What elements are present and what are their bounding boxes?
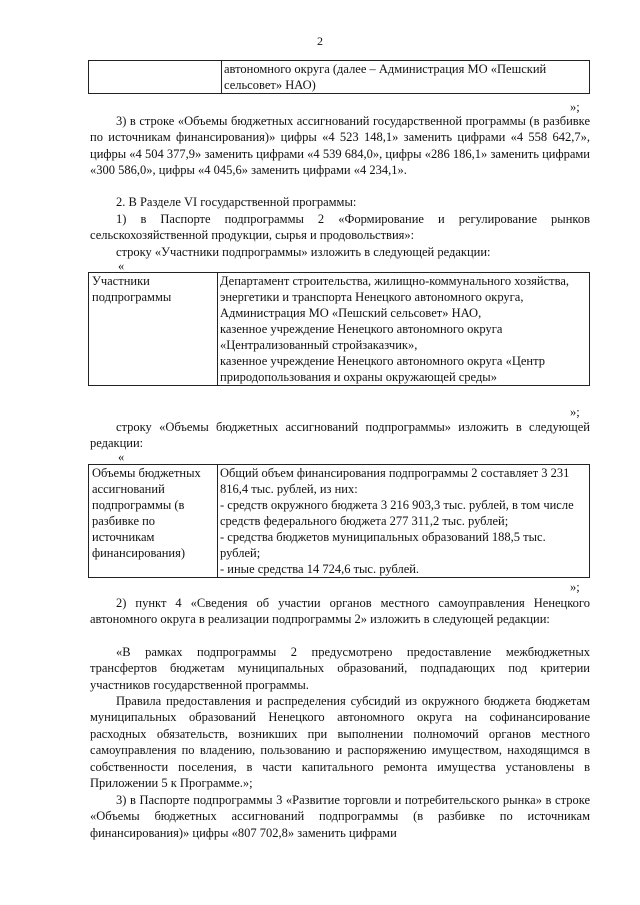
quoted-paragraph-1: «В рамках подпрограммы 2 предусмотрено предоставление межбюджетных трансфертов бюджетам муниципальных образований, подпадающих под критерии участников государственной программы.: [90, 645, 590, 692]
continued-table: [88, 60, 590, 94]
budget-line: Общий объем финансирования подпрограммы 2 составляет 3 231 816,4 тыс. рублей, из них:: [220, 466, 570, 496]
budget-line: - иные средства 14 724,6 тыс. рублей.: [220, 562, 420, 576]
closing-quote: »;: [570, 100, 580, 114]
continued-table-text: автономного округа (далее – Администрация МО «Пешский сельсовет» НАО): [222, 61, 590, 94]
paragraph-item-3: 3) в Паспорте подпрограммы 3 «Развитие торговли и потребительского рынка» в строке «Объемы бюджетных ассигнований подпрограммы (в разбивке по источникам финансирования)» цифры «807 702,8» заменить цифрами: [90, 793, 590, 840]
budget-intro: строку «Объемы бюджетных ассигнований подпрограммы» изложить в следующей редакции:: [90, 420, 590, 451]
budget-content: [218, 465, 590, 578]
participant-line: Администрация МО «Пешский сельсовет» НАО,: [220, 306, 482, 320]
opening-quote: «: [118, 450, 125, 464]
participants-table: [88, 272, 590, 386]
continued-table-empty-cell: [89, 61, 222, 94]
paragraph-item-1: 1) в Паспорте подпрограммы 2 «Формирование и регулирование рынков сельскохозяйственной продукции, сырья и продовольствия»:: [90, 212, 590, 243]
budget-label: Объемы бюджетных ассигнований подпрограммы (в разбивке по источникам финансирования): [89, 465, 218, 578]
budget-table: [88, 464, 590, 578]
section-2-heading: 2. В Разделе VI государственной программы:: [116, 195, 357, 209]
participant-line: казенное учреждение Ненецкого автономного округа «Централизованный стройзаказчик»,: [220, 322, 503, 352]
participants-label: Участники подпрограммы: [89, 273, 218, 386]
page-number: 2: [317, 34, 323, 48]
budget-line: - средств окружного бюджета 3 216 903,3 тыс. рублей, в том числе средств федерального бюджета 277 311,2 тыс. рублей;: [220, 498, 574, 528]
quoted-paragraph-2: Правила предоставления и распределения субсидий из окружного бюджета бюджетам муниципальных образований Ненецкого автономного округа на софинансирование расходных обязательств, возникших при выполнении полномочий органов местного самоуправления по владению, пользованию и распоряжению имуществом, находящимся в собственности поселения, в части капитального ремонта имущества установлены в Приложении 5 к Программе.»;: [90, 694, 590, 791]
closing-quote: »;: [570, 580, 580, 594]
opening-quote: «: [118, 259, 125, 273]
participants-content: [218, 273, 590, 386]
paragraph-item-3-amendment: 3) в строке «Объемы бюджетных ассигнований государственной программы (в разбивке по источникам финансирования)» цифры «4 523 148,1» заменить цифрами «4 558 642,7», цифры «4 504 377,9» заменить цифрами «4 539 684,0», цифры «286 186,1» заменить цифрами «300 586,0», цифры «4 045,6» заменить цифрами «4 234,1».: [90, 114, 590, 178]
participant-line: Департамент строительства, жилищно-коммунального хозяйства, энергетики и транспорта Ненецкого автономного округа,: [220, 274, 570, 304]
budget-line: - средства бюджетов муниципальных образований 188,5 тыс. рублей;: [220, 530, 546, 560]
paragraph-item-2: 2) пункт 4 «Сведения об участии органов местного самоуправления Ненецкого автономного округа в реализации подпрограммы 2» изложить в следующей редакции:: [90, 596, 590, 627]
closing-quote: »;: [570, 405, 580, 419]
participants-intro: строку «Участники подпрограммы» изложить в следующей редакции:: [116, 245, 491, 259]
participant-line: казенное учреждение Ненецкого автономного округа «Центр природопользования и охраны окружающей среды»: [220, 354, 545, 384]
